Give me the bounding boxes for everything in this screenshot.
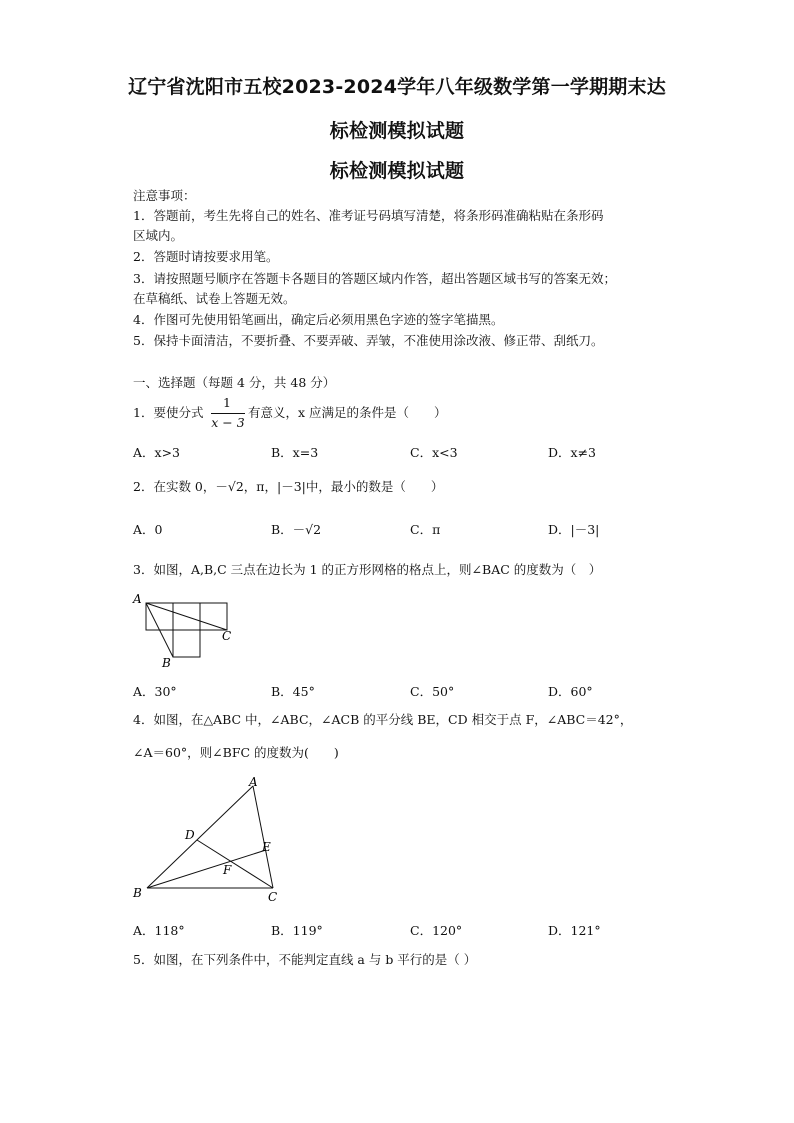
- q4-option-a[interactable]: A．118°: [133, 923, 185, 938]
- exam-title-line2: 标检测模拟试题: [329, 120, 465, 142]
- notes-item: 1．答题前，考生先将自己的姓名、准考证号码填写清楚，将条形码准确粘贴在条形码: [133, 208, 604, 223]
- q4-label-e: E: [262, 840, 271, 854]
- notes-item: 5．保持卡面清洁，不要折叠、不要弄破、弄皱，不准使用涂改液、修正带、刮纸刀。: [133, 333, 604, 348]
- notes-item: 4．作图可先使用铅笔画出，确定后必须用黑色字迹的签字笔描黑。: [133, 312, 504, 327]
- q4-text-line2: ∠A＝60°，则∠BFC 的度数为( ): [133, 745, 339, 760]
- q2-option-c[interactable]: C．π: [410, 522, 441, 537]
- q4-option-b[interactable]: B．119°: [271, 923, 323, 938]
- q4-label-d: D: [185, 828, 195, 842]
- q1-suffix: 有意义，x 应满足的条件是（ ）: [248, 405, 447, 420]
- notes-item: 区域内。: [133, 228, 184, 243]
- q3-option-a[interactable]: A．30°: [133, 684, 177, 699]
- q1-option-b[interactable]: B．x=3: [271, 445, 319, 460]
- q4-label-f: F: [223, 863, 232, 877]
- q5-text: 5．如图，在下列条件中，不能判定直线 a 与 b 平行的是（ ）: [133, 952, 477, 967]
- q3-label-a: A: [133, 592, 142, 606]
- q1-fraction-numerator: 1: [223, 395, 231, 410]
- q1-fraction-bar: [211, 413, 245, 414]
- q4-label-c: C: [268, 890, 278, 904]
- q1-prefix: 1．要使分式: [133, 405, 204, 420]
- q4-option-c[interactable]: C．120°: [410, 923, 463, 938]
- q3-option-d[interactable]: D．60°: [548, 684, 593, 699]
- q1-option-c[interactable]: C．x<3: [410, 445, 458, 460]
- q4-option-d[interactable]: D．121°: [548, 923, 601, 938]
- q1-fraction-denominator: x − 3: [211, 415, 245, 430]
- q3-grid-figure: [128, 590, 248, 672]
- notes-item: 在草稿纸、试卷上答题无效。: [133, 291, 296, 306]
- q2-option-a[interactable]: A．0: [133, 522, 163, 537]
- section-heading: 一、选择题（每题 4 分，共 48 分）: [133, 375, 336, 390]
- q4-label-a: A: [249, 775, 258, 789]
- q3-label-b: B: [162, 656, 171, 670]
- notes-heading: 注意事项：: [133, 188, 196, 203]
- exam-title-line1: 辽宁省沈阳市五校2023-2024学年八年级数学第一学期期末达: [128, 76, 666, 98]
- q4-label-b: B: [133, 886, 142, 900]
- q1-option-d[interactable]: D．x≠3: [548, 445, 596, 460]
- q3-text: 3．如图，A,B,C 三点在边长为 1 的正方形网格的格点上，则∠BAC 的度数为（ ）: [133, 562, 602, 577]
- q4-text-line1: 4．如图，在△ABC 中，∠ABC，∠ACB 的平分线 BE，CD 相交于点 F，∠ABC＝42°，: [133, 712, 633, 727]
- q4-triangle-figure: [128, 772, 288, 908]
- notes-item: 2．答题时请按要求用笔。: [133, 249, 279, 264]
- q1-option-a[interactable]: A．x>3: [133, 445, 181, 460]
- q2-option-d[interactable]: D．|－3|: [548, 522, 600, 537]
- q3-label-c: C: [222, 629, 232, 643]
- notes-item: 3．请按照题号顺序在答题卡各题目的答题区域内作答，超出答题区域书写的答案无效；: [133, 271, 616, 286]
- q2-text: 2．在实数 0，－√2，π，|－3|中，最小的数是（ ）: [133, 479, 444, 494]
- q2-option-b[interactable]: B．－√2: [271, 522, 322, 537]
- q3-option-b[interactable]: B．45°: [271, 684, 315, 699]
- exam-title-line3: 标检测模拟试题: [329, 160, 465, 182]
- q3-option-c[interactable]: C．50°: [410, 684, 455, 699]
